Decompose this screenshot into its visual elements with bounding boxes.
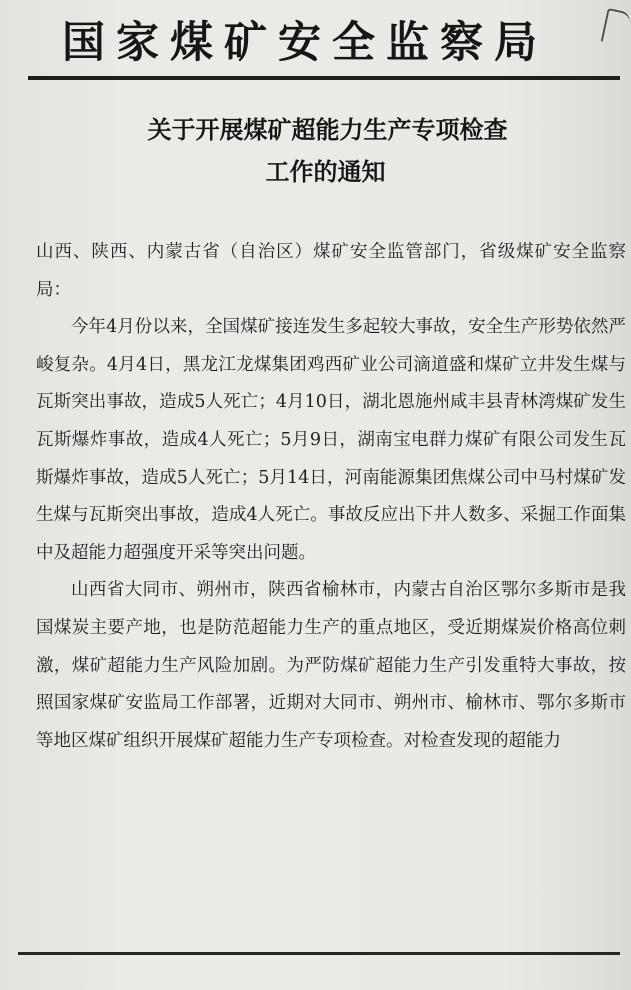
document-title-line-2: 工作的通知 xyxy=(265,157,386,186)
document-body xyxy=(36,234,626,760)
footer-divider xyxy=(18,952,620,955)
agency-header: 国家煤矿安全监察局 xyxy=(62,18,548,68)
header-divider xyxy=(28,76,620,80)
paragraph-inspection: 山西省大同市、朔州市，陕西省榆林市，内蒙古自治区鄂尔多斯市是我国煤炭主要产地，也是防范超能力生产的重点地区，受近期煤炭价格高位刺激，煤矿超能力生产风险加剧。为严防煤矿超能力生产引发重特大事故，按照国家煤矿安监局工作部署，近期对大同市、朔州市、榆林市、鄂尔多斯市等地区煤矿组织开展煤矿超能力生产专项检查。对检查发现的超能力 xyxy=(36,580,626,751)
handwritten-mark xyxy=(601,8,631,46)
paragraph-incidents: 今年4月份以来，全国煤矿接连发生多起较大事故，安全生产形势依然严峻复杂。4月4日，黑龙江龙煤集团鸡西矿业公司滴道盛和煤矿立井发生煤与瓦斯突出事故，造成5人死亡；4月10日，湖北恩施州咸丰县青林湾煤矿发生瓦斯爆炸事故，造成4人死亡；5月9日，湖南宝电群力煤矿有限公司发生瓦斯爆炸事故，造成5人死亡；5月14日，河南能源集团焦煤公司中马村煤矿发生煤与瓦斯突出事故，造成4人死亡。事故反应出下井人数多、采掘工作面集中及超能力超强度开采等突出问题。 xyxy=(36,317,626,563)
document-title-line-1: 关于开展煤矿超能力生产专项检查 xyxy=(147,115,508,144)
addressee: 山西、陕西、内蒙古省（自治区）煤矿安全监管部门，省级煤矿安全监察局： xyxy=(36,242,626,300)
